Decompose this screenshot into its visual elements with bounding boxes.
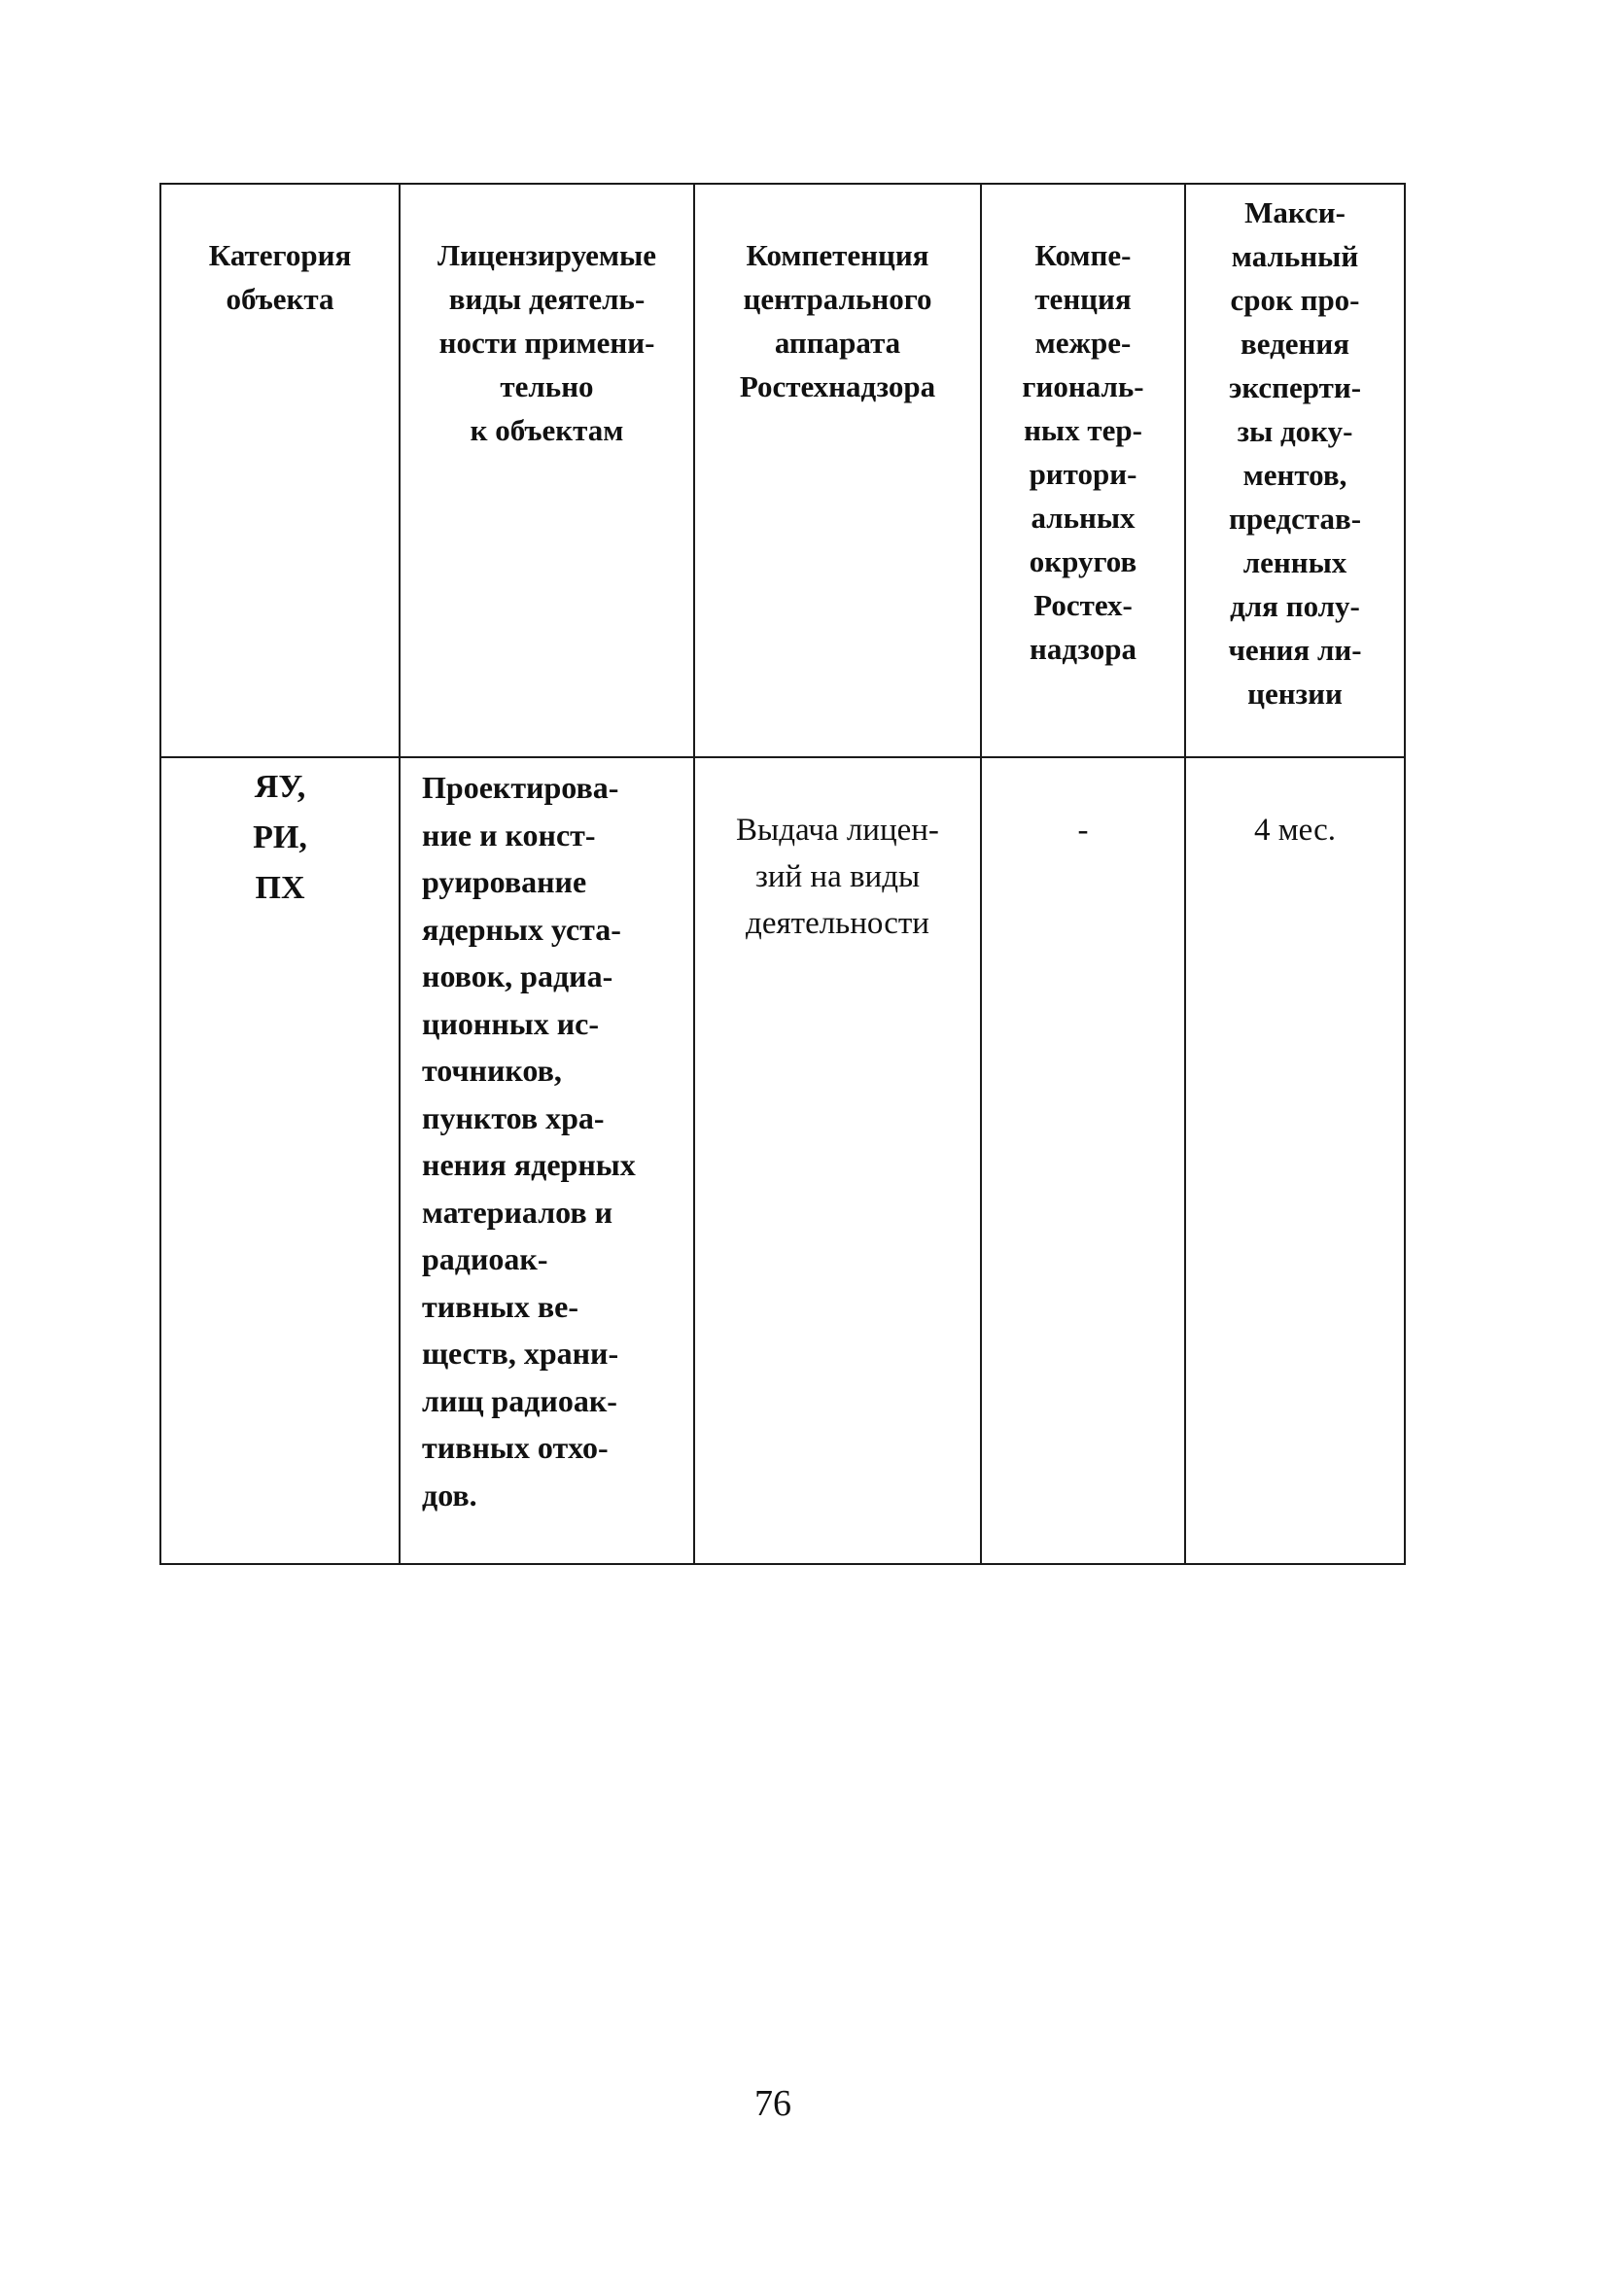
header-line: ности примени- (438, 326, 655, 360)
header-line: цензии (1247, 677, 1343, 711)
header-line: эксперти- (1228, 370, 1362, 404)
max-term-cell (1185, 757, 1405, 1564)
activity-line: Проектирова- (422, 770, 619, 805)
activity-line: ционных ис- (422, 1005, 600, 1041)
header-line: надзора (1030, 632, 1136, 666)
header-line: Лицензируемые (437, 238, 656, 272)
activity-line: материалов и (422, 1194, 613, 1230)
licensed-activity-cell (400, 757, 694, 1564)
header-line: зы доку- (1237, 414, 1353, 448)
header-line: чения ли- (1228, 633, 1362, 667)
competence-line: зий на виды (754, 859, 921, 894)
header-line: ведения (1240, 327, 1350, 361)
header-max-review-term (1185, 184, 1405, 757)
table-row (160, 757, 1405, 1564)
header-line: для полу- (1230, 589, 1360, 623)
header-regional-competence (981, 184, 1185, 757)
header-line: виды деятель- (448, 282, 646, 316)
activity-line: нения ядерных (422, 1147, 636, 1182)
header-central-competence (694, 184, 981, 757)
activity-line: ществ, храни- (422, 1336, 619, 1371)
header-line: ных тер- (1024, 413, 1142, 447)
max-term-value: 4 мес. (1254, 813, 1336, 848)
header-line: ритори- (1029, 457, 1137, 491)
header-line: Ростехнадзора (739, 369, 936, 403)
header-licensed-activities (400, 184, 694, 757)
header-line: Компе- (1034, 238, 1132, 272)
activity-line: радиоак- (422, 1241, 548, 1276)
table-header-row (160, 184, 1405, 757)
activity-line: тивных отхо- (422, 1430, 609, 1465)
header-line: мальный (1231, 239, 1359, 273)
header-line: ленных (1242, 545, 1347, 579)
header-line: представ- (1228, 502, 1362, 536)
activity-line: тивных ве- (422, 1288, 578, 1324)
activity-line: дов. (422, 1477, 477, 1513)
header-line: центрального (743, 282, 932, 316)
header-line: Макси- (1244, 195, 1346, 229)
competence-line: деятельности (746, 906, 929, 941)
competence-line: Выдача лицен- (736, 813, 939, 848)
header-line: срок про- (1230, 283, 1360, 317)
header-line: Категория (208, 238, 352, 272)
central-competence-cell (694, 757, 981, 1564)
activity-line: руирование (422, 864, 587, 899)
header-line: тенция (1034, 282, 1132, 316)
activity-line: ние и конст- (422, 817, 596, 852)
activity-line: лищ радиоак- (422, 1382, 617, 1418)
activity-line: ядерных уста- (422, 911, 621, 947)
header-line: тельно (500, 369, 594, 403)
regional-competence-value: - (1077, 813, 1089, 848)
header-line: объекта (226, 282, 334, 316)
header-line: ментов, (1242, 458, 1347, 492)
activity-line: точников, (422, 1053, 562, 1088)
header-line: Компетенция (746, 238, 929, 272)
category-line: ПХ (255, 870, 305, 906)
header-line: к объектам (470, 413, 624, 447)
licensing-table (159, 183, 1406, 1565)
activity-line: новок, радиа- (422, 958, 613, 993)
regional-competence-cell (981, 757, 1185, 1564)
header-line: альных (1031, 501, 1136, 535)
activity-line: пунктов хра- (422, 1099, 605, 1135)
category-line: РИ, (253, 819, 307, 855)
header-line: аппарата (774, 326, 901, 360)
header-line: гиональ- (1022, 369, 1144, 403)
header-object-category (160, 184, 400, 757)
header-line: Ростех- (1033, 588, 1133, 622)
header-line: округов (1029, 544, 1137, 578)
category-line: ЯУ, (254, 769, 306, 805)
object-category-cell (160, 757, 400, 1564)
page-number: 76 (754, 2083, 791, 2124)
header-line: межре- (1034, 326, 1132, 360)
